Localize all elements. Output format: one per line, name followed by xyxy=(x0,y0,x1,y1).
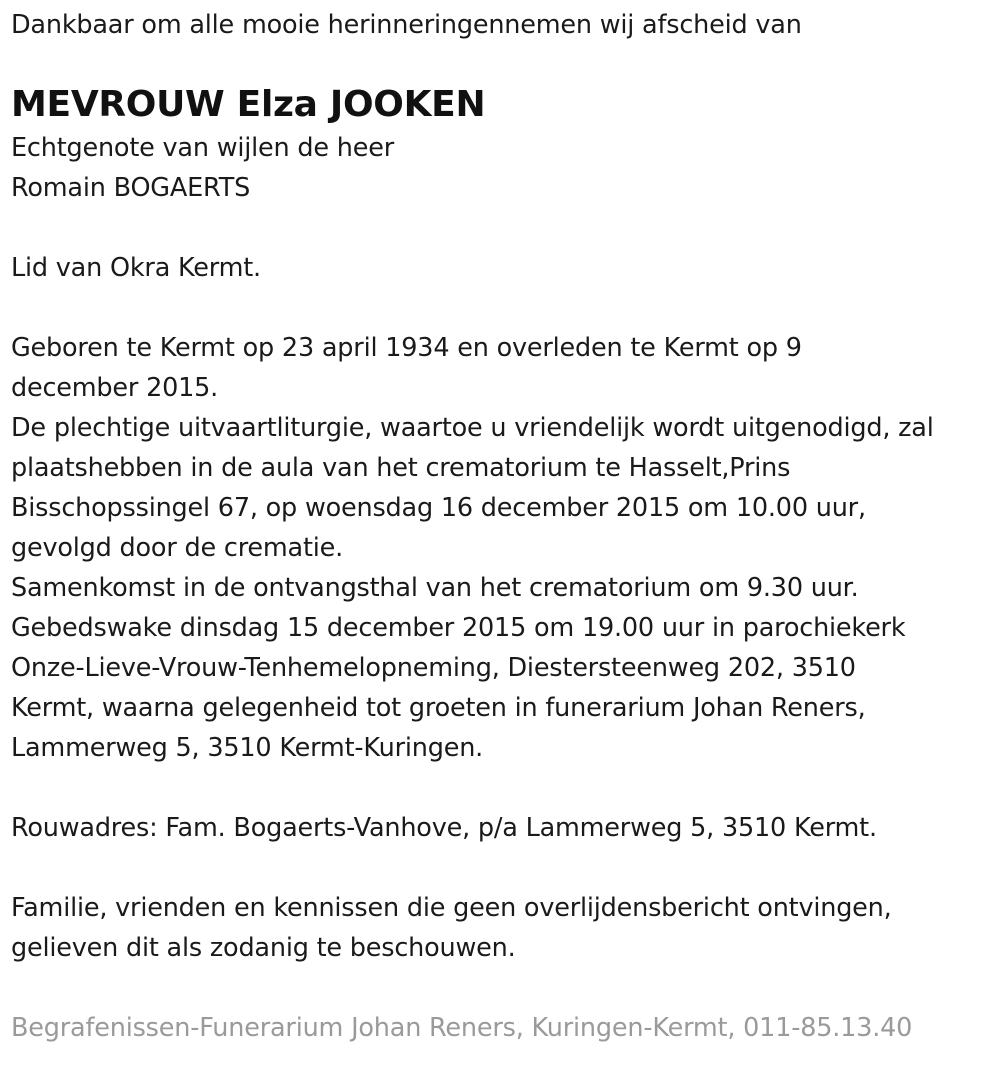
wake-line-1: Gebedswake dinsdag 15 december 2015 om 19.00 uur in parochiekerk xyxy=(11,613,906,643)
death-notice xyxy=(11,0,996,1048)
membership-text: Lid van Okra Kermt. xyxy=(11,253,261,283)
wake-line-2: Onze-Lieve-Vrouw-Tenhemelopneming, Diestersteenweg 202, 3510 xyxy=(11,653,856,683)
wake-line-4: Lammerweg 5, 3510 Kermt-Kuringen. xyxy=(11,733,484,763)
spacer xyxy=(11,968,996,1008)
liturgy-line-4: gevolgd door de crematie. xyxy=(11,533,344,563)
wake-line-3: Kermt, waarna gelegenheid tot groeten in funerarium Johan Reners, xyxy=(11,693,866,723)
mourning-address: Rouwadres: Fam. Bogaerts-Vanhove, p/a Lammerweg 5, 3510 Kermt. xyxy=(11,813,877,843)
liturgy-line-2: plaatshebben in de aula van het crematorium te Hasselt,Prins xyxy=(11,453,791,483)
spacer xyxy=(11,288,996,328)
spacer xyxy=(11,768,996,808)
deceased-name: MEVROUW Elza JOOKEN xyxy=(11,84,486,125)
spacer xyxy=(11,208,996,248)
spouse-line-1: Echtgenote van wijlen de heer xyxy=(11,133,394,163)
gathering-text: Samenkomst in de ontvangsthal van het crematorium om 9.30 uur. xyxy=(11,573,859,603)
born-died-line-1: Geboren te Kermt op 23 april 1934 en overleden te Kermt op 9 xyxy=(11,333,802,363)
notice-line-2: gelieven dit als zodanig te beschouwen. xyxy=(11,933,516,963)
funeral-home-footer: Begrafenissen-Funerarium Johan Reners, Kuringen-Kermt, 011-85.13.40 xyxy=(11,1013,913,1043)
liturgy-line-1: De plechtige uitvaartliturgie, waartoe u vriendelijk wordt uitgenodigd, zal xyxy=(11,413,934,443)
born-died-line-2: december 2015. xyxy=(11,373,219,403)
notice-line-1: Familie, vrienden en kennissen die geen overlijdensbericht ontvingen, xyxy=(11,893,892,923)
spouse-line-2: Romain BOGAERTS xyxy=(11,173,251,203)
spacer xyxy=(11,848,996,888)
intro-text: Dankbaar om alle mooie herinneringennemen wij afscheid van xyxy=(11,10,802,40)
liturgy-line-3: Bisschopssingel 67, op woensdag 16 december 2015 om 10.00 uur, xyxy=(11,493,866,523)
